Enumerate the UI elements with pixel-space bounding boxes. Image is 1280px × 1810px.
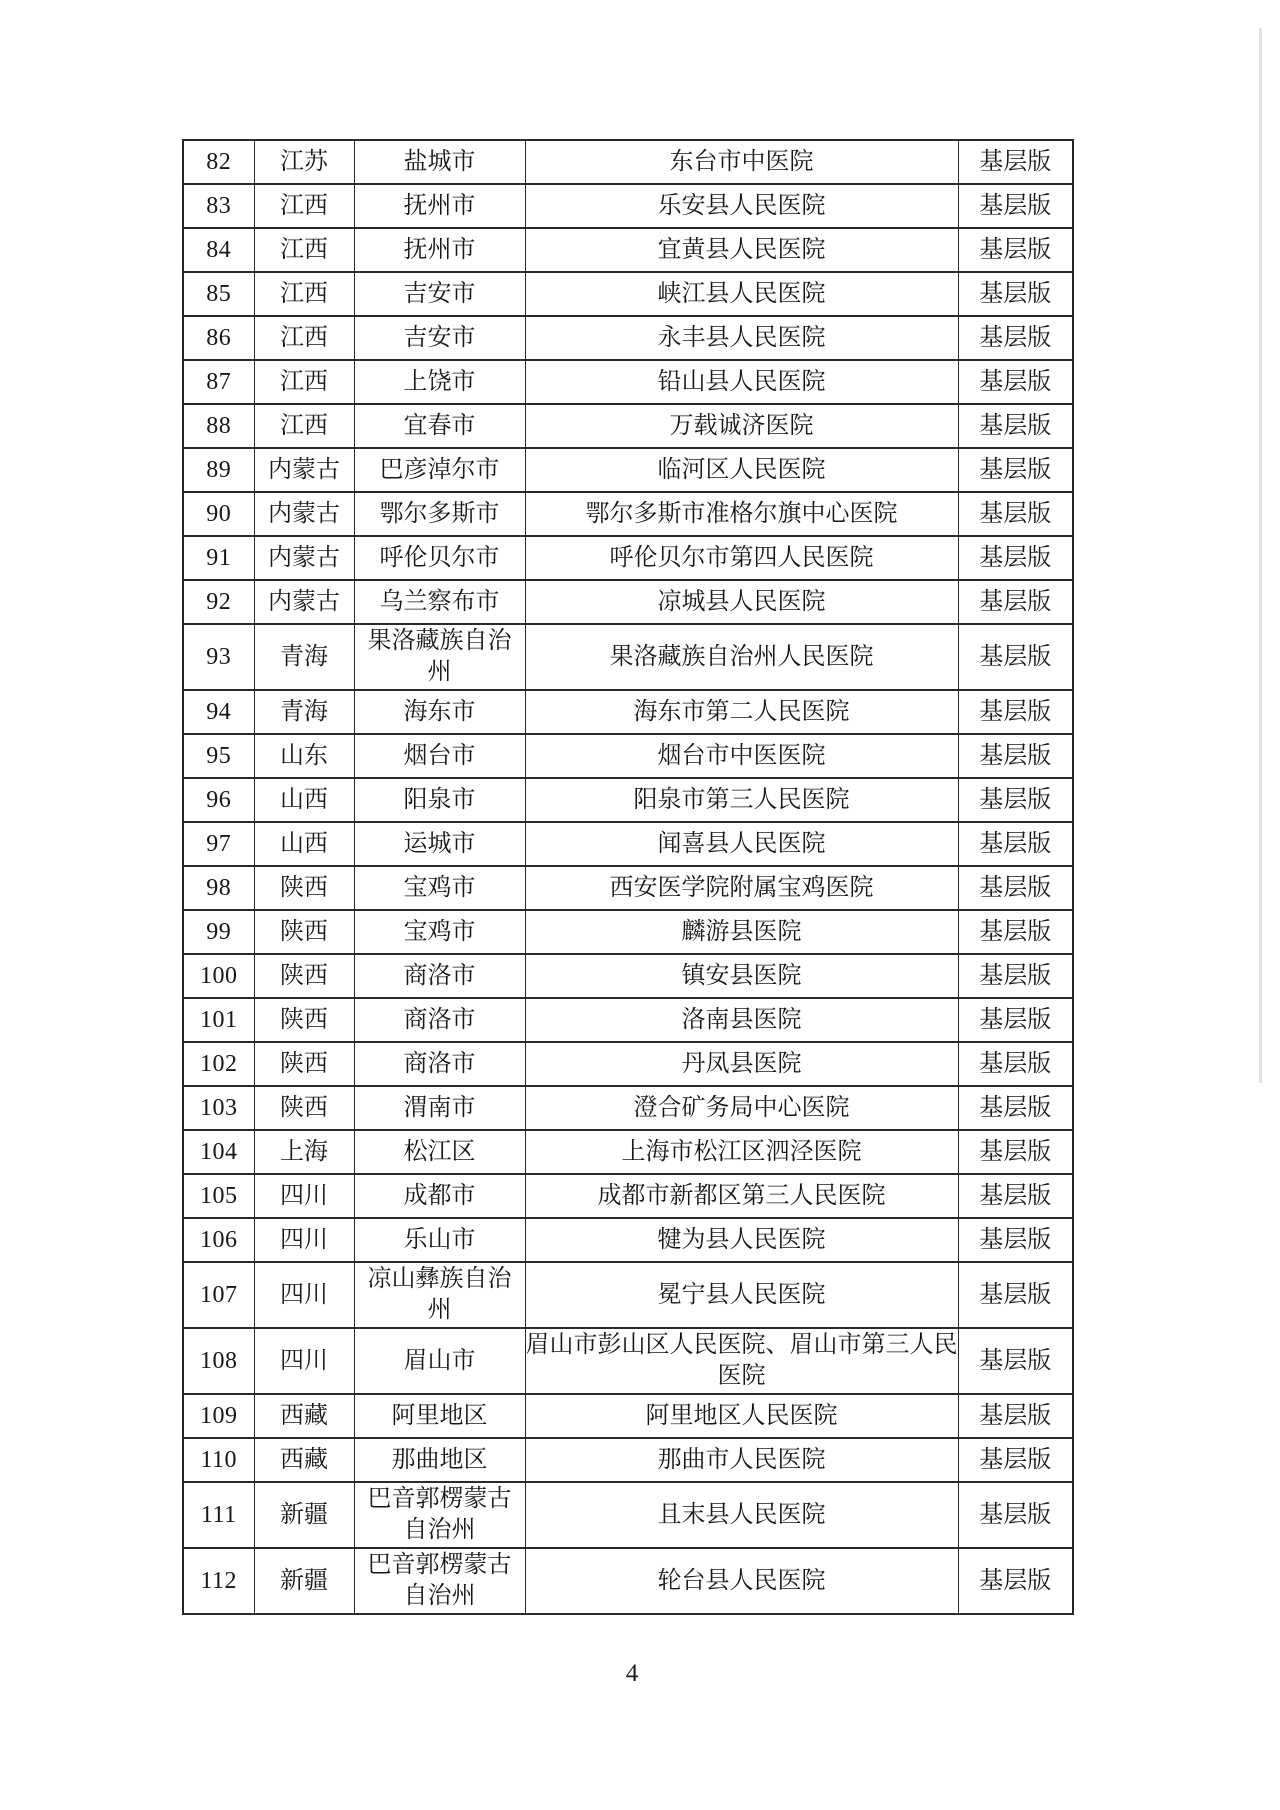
row-number-cell: 109	[183, 1394, 254, 1438]
hospital-cell: 峡江县人民医院	[525, 272, 958, 316]
city-cell: 吉安市	[354, 316, 525, 360]
province-cell: 山西	[254, 822, 354, 866]
table-row	[183, 1086, 1073, 1130]
hospital-cell: 上海市松江区泗泾医院	[525, 1130, 958, 1174]
city-cell: 烟台市	[354, 734, 525, 778]
hospital-cell: 宜黄县人民医院	[525, 228, 958, 272]
city-cell: 宜春市	[354, 404, 525, 448]
hospital-cell: 永丰县人民医院	[525, 316, 958, 360]
province-cell: 江苏	[254, 140, 354, 184]
row-number-cell: 92	[183, 580, 254, 624]
province-cell: 新疆	[254, 1482, 354, 1548]
hospital-cell: 呼伦贝尔市第四人民医院	[525, 536, 958, 580]
edition-cell: 基层版	[958, 954, 1073, 998]
city-cell: 巴彦淖尔市	[354, 448, 525, 492]
row-number-cell: 99	[183, 910, 254, 954]
row-number-cell: 103	[183, 1086, 254, 1130]
row-number-cell: 111	[183, 1482, 254, 1548]
province-cell: 青海	[254, 690, 354, 734]
hospital-cell: 东台市中医院	[525, 140, 958, 184]
province-cell: 江西	[254, 228, 354, 272]
row-number-cell: 110	[183, 1438, 254, 1482]
edition-cell: 基层版	[958, 492, 1073, 536]
province-cell: 四川	[254, 1262, 354, 1328]
hospital-cell: 洛南县医院	[525, 998, 958, 1042]
table-row	[183, 1482, 1073, 1548]
city-cell: 果洛藏族自治州	[354, 624, 525, 690]
province-cell: 陕西	[254, 866, 354, 910]
table-row	[183, 1042, 1073, 1086]
table-row	[183, 316, 1073, 360]
province-cell: 内蒙古	[254, 448, 354, 492]
edition-cell: 基层版	[958, 184, 1073, 228]
hospital-cell: 果洛藏族自治州人民医院	[525, 624, 958, 690]
province-cell: 内蒙古	[254, 536, 354, 580]
province-cell: 上海	[254, 1130, 354, 1174]
province-cell: 江西	[254, 184, 354, 228]
table-row	[183, 1262, 1073, 1328]
edition-cell: 基层版	[958, 1174, 1073, 1218]
hospital-cell: 铅山县人民医院	[525, 360, 958, 404]
edition-cell: 基层版	[958, 690, 1073, 734]
table-row	[183, 140, 1073, 184]
province-cell: 内蒙古	[254, 492, 354, 536]
edition-cell: 基层版	[958, 1262, 1073, 1328]
hospital-cell: 阿里地区人民医院	[525, 1394, 958, 1438]
edition-cell: 基层版	[958, 822, 1073, 866]
edition-cell: 基层版	[958, 778, 1073, 822]
row-number-cell: 87	[183, 360, 254, 404]
hospital-cell: 那曲市人民医院	[525, 1438, 958, 1482]
table-row	[183, 272, 1073, 316]
row-number-cell: 102	[183, 1042, 254, 1086]
table-row	[183, 866, 1073, 910]
row-number-cell: 94	[183, 690, 254, 734]
city-cell: 抚州市	[354, 184, 525, 228]
edition-cell: 基层版	[958, 140, 1073, 184]
table-row	[183, 778, 1073, 822]
city-cell: 眉山市	[354, 1328, 525, 1394]
province-cell: 四川	[254, 1174, 354, 1218]
city-cell: 阿里地区	[354, 1394, 525, 1438]
table-row	[183, 690, 1073, 734]
table-row	[183, 998, 1073, 1042]
table-row	[183, 954, 1073, 998]
province-cell: 新疆	[254, 1548, 354, 1614]
city-cell: 鄂尔多斯市	[354, 492, 525, 536]
table-row	[183, 580, 1073, 624]
hospital-cell: 烟台市中医医院	[525, 734, 958, 778]
row-number-cell: 88	[183, 404, 254, 448]
hospital-cell: 乐安县人民医院	[525, 184, 958, 228]
city-cell: 海东市	[354, 690, 525, 734]
edition-cell: 基层版	[958, 1328, 1073, 1394]
table-row	[183, 228, 1073, 272]
row-number-cell: 112	[183, 1548, 254, 1614]
city-cell: 呼伦贝尔市	[354, 536, 525, 580]
edition-cell: 基层版	[958, 448, 1073, 492]
row-number-cell: 107	[183, 1262, 254, 1328]
hospital-cell: 阳泉市第三人民医院	[525, 778, 958, 822]
province-cell: 陕西	[254, 998, 354, 1042]
row-number-cell: 89	[183, 448, 254, 492]
row-number-cell: 91	[183, 536, 254, 580]
table-row	[183, 1394, 1073, 1438]
row-number-cell: 90	[183, 492, 254, 536]
edition-cell: 基层版	[958, 1438, 1073, 1482]
province-cell: 四川	[254, 1328, 354, 1394]
province-cell: 内蒙古	[254, 580, 354, 624]
edition-cell: 基层版	[958, 404, 1073, 448]
row-number-cell: 98	[183, 866, 254, 910]
hospital-cell: 镇安县医院	[525, 954, 958, 998]
edition-cell: 基层版	[958, 316, 1073, 360]
table-row	[183, 492, 1073, 536]
table-row	[183, 360, 1073, 404]
province-cell: 四川	[254, 1218, 354, 1262]
province-cell: 青海	[254, 624, 354, 690]
table-row	[183, 1130, 1073, 1174]
province-cell: 江西	[254, 272, 354, 316]
edition-cell: 基层版	[958, 1394, 1073, 1438]
hospital-cell: 且末县人民医院	[525, 1482, 958, 1548]
hospital-cell: 临河区人民医院	[525, 448, 958, 492]
city-cell: 乐山市	[354, 1218, 525, 1262]
table-row	[183, 1548, 1073, 1614]
edition-cell: 基层版	[958, 360, 1073, 404]
hospital-cell: 丹凤县医院	[525, 1042, 958, 1086]
edition-cell: 基层版	[958, 1482, 1073, 1548]
province-cell: 陕西	[254, 954, 354, 998]
hospital-list-table	[182, 139, 1074, 1615]
row-number-cell: 95	[183, 734, 254, 778]
city-cell: 商洛市	[354, 1042, 525, 1086]
province-cell: 江西	[254, 360, 354, 404]
row-number-cell: 86	[183, 316, 254, 360]
edition-cell: 基层版	[958, 1218, 1073, 1262]
province-cell: 山东	[254, 734, 354, 778]
city-cell: 运城市	[354, 822, 525, 866]
edition-cell: 基层版	[958, 536, 1073, 580]
table-row	[183, 448, 1073, 492]
hospital-cell: 海东市第二人民医院	[525, 690, 958, 734]
table-body	[183, 140, 1073, 1614]
city-cell: 乌兰察布市	[354, 580, 525, 624]
city-cell: 松江区	[354, 1130, 525, 1174]
row-number-cell: 105	[183, 1174, 254, 1218]
row-number-cell: 100	[183, 954, 254, 998]
hospital-cell: 闻喜县人民医院	[525, 822, 958, 866]
city-cell: 阳泉市	[354, 778, 525, 822]
hospital-cell: 成都市新都区第三人民医院	[525, 1174, 958, 1218]
hospital-cell: 澄合矿务局中心医院	[525, 1086, 958, 1130]
edition-cell: 基层版	[958, 1042, 1073, 1086]
row-number-cell: 82	[183, 140, 254, 184]
edition-cell: 基层版	[958, 910, 1073, 954]
city-cell: 成都市	[354, 1174, 525, 1218]
table-row	[183, 404, 1073, 448]
hospital-cell: 轮台县人民医院	[525, 1548, 958, 1614]
city-cell: 宝鸡市	[354, 866, 525, 910]
table-row	[183, 910, 1073, 954]
table-row	[183, 734, 1073, 778]
row-number-cell: 85	[183, 272, 254, 316]
edition-cell: 基层版	[958, 272, 1073, 316]
city-cell: 抚州市	[354, 228, 525, 272]
hospital-cell: 眉山市彭山区人民医院、眉山市第三人民医院	[525, 1328, 958, 1394]
hospital-cell: 犍为县人民医院	[525, 1218, 958, 1262]
province-cell: 山西	[254, 778, 354, 822]
city-cell: 宝鸡市	[354, 910, 525, 954]
city-cell: 吉安市	[354, 272, 525, 316]
row-number-cell: 104	[183, 1130, 254, 1174]
hospital-cell: 西安医学院附属宝鸡医院	[525, 866, 958, 910]
city-cell: 凉山彝族自治州	[354, 1262, 525, 1328]
edition-cell: 基层版	[958, 624, 1073, 690]
table-row	[183, 1218, 1073, 1262]
city-cell: 商洛市	[354, 998, 525, 1042]
table-row	[183, 822, 1073, 866]
edition-cell: 基层版	[958, 1086, 1073, 1130]
hospital-cell: 凉城县人民医院	[525, 580, 958, 624]
hospital-cell: 冕宁县人民医院	[525, 1262, 958, 1328]
province-cell: 陕西	[254, 910, 354, 954]
row-number-cell: 96	[183, 778, 254, 822]
city-cell: 渭南市	[354, 1086, 525, 1130]
edition-cell: 基层版	[958, 866, 1073, 910]
city-cell: 商洛市	[354, 954, 525, 998]
row-number-cell: 108	[183, 1328, 254, 1394]
province-cell: 陕西	[254, 1042, 354, 1086]
row-number-cell: 83	[183, 184, 254, 228]
hospital-cell: 麟游县医院	[525, 910, 958, 954]
city-cell: 巴音郭楞蒙古自治州	[354, 1482, 525, 1548]
city-cell: 盐城市	[354, 140, 525, 184]
table-row	[183, 1174, 1073, 1218]
edition-cell: 基层版	[958, 228, 1073, 272]
edition-cell: 基层版	[958, 1548, 1073, 1614]
table-row	[183, 1438, 1073, 1482]
province-cell: 西藏	[254, 1438, 354, 1482]
row-number-cell: 84	[183, 228, 254, 272]
city-cell: 巴音郭楞蒙古自治州	[354, 1548, 525, 1614]
edition-cell: 基层版	[958, 998, 1073, 1042]
scan-edge-artifact	[1259, 28, 1262, 1083]
table-row	[183, 1328, 1073, 1394]
province-cell: 江西	[254, 404, 354, 448]
province-cell: 陕西	[254, 1086, 354, 1130]
city-cell: 那曲地区	[354, 1438, 525, 1482]
edition-cell: 基层版	[958, 1130, 1073, 1174]
hospital-cell: 万载诚济医院	[525, 404, 958, 448]
table-row	[183, 536, 1073, 580]
city-cell: 上饶市	[354, 360, 525, 404]
hospital-cell: 鄂尔多斯市准格尔旗中心医院	[525, 492, 958, 536]
row-number-cell: 97	[183, 822, 254, 866]
row-number-cell: 101	[183, 998, 254, 1042]
province-cell: 西藏	[254, 1394, 354, 1438]
edition-cell: 基层版	[958, 734, 1073, 778]
row-number-cell: 106	[183, 1218, 254, 1262]
table-row	[183, 184, 1073, 228]
table-row	[183, 624, 1073, 690]
page-number: 4	[625, 1660, 639, 1687]
edition-cell: 基层版	[958, 580, 1073, 624]
row-number-cell: 93	[183, 624, 254, 690]
province-cell: 江西	[254, 316, 354, 360]
